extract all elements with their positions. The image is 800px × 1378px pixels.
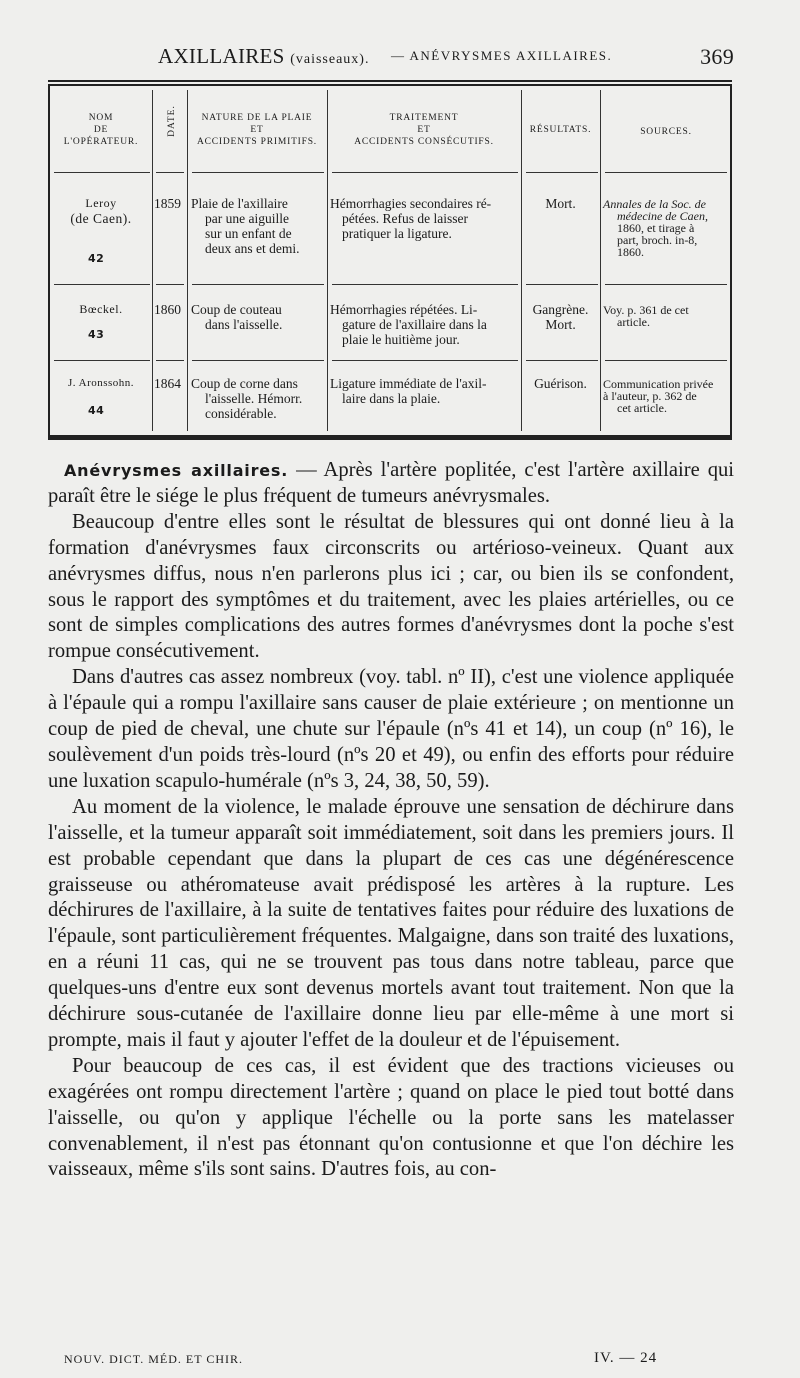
running-title-main: AXILLAIRES xyxy=(158,44,285,68)
cell-line: médecine de Caen, xyxy=(617,209,708,223)
header-results: RÉSULTATS. xyxy=(529,125,592,135)
body-text xyxy=(48,458,734,1183)
cell-line: gature de l'axillaire dans la xyxy=(342,317,487,332)
cell-line: cet article. xyxy=(617,401,667,415)
table-cell-treatment xyxy=(330,302,520,347)
row-separator xyxy=(526,360,598,361)
header-operator-line: NOM xyxy=(88,113,114,123)
row-separator xyxy=(332,360,518,361)
cell-line: pétées. Refus de laisser xyxy=(342,211,468,226)
cell-line: considérable. xyxy=(205,406,277,421)
table-cell-operator xyxy=(50,302,152,317)
cell-line: article. xyxy=(617,315,650,329)
header-treatment-line: ET xyxy=(417,125,431,135)
header-treatment-line: ACCIDENTS CONSÉCUTIFS. xyxy=(354,137,494,147)
cell-line: Hémorrhagies répétées. Li- xyxy=(330,302,478,317)
header-treatment-line: TRAITEMENT xyxy=(389,113,459,123)
table-cell-treatment xyxy=(330,376,520,406)
running-title-paren: (vaisseaux). xyxy=(290,52,370,67)
row-separator xyxy=(332,284,518,285)
header-date: DATE. xyxy=(166,105,177,137)
table-cell-date: 1864 xyxy=(154,376,181,391)
cell-line: Plaie de l'axillaire xyxy=(191,196,288,211)
column-divider xyxy=(152,90,153,431)
row-separator xyxy=(156,284,184,285)
case-number: 42 xyxy=(88,252,105,265)
paragraph-text: — Après l'artère poplitée, c'est l'artère axillaire qui paraît être le siége le plus fréquent de tumeurs anévrysmales. xyxy=(48,459,735,507)
running-subtitle: — ANÉVRYSMES AXILLAIRES. xyxy=(391,48,613,63)
cell-line: 1860. xyxy=(617,245,644,259)
table-cell-wound xyxy=(191,376,325,421)
cell-line: 1860, et tirage à xyxy=(617,221,695,235)
table-cell-wound xyxy=(191,302,325,332)
row-separator xyxy=(332,172,518,173)
cell-line: à l'auteur, p. 362 de xyxy=(603,389,697,403)
row-separator xyxy=(605,172,727,173)
cell-line: par une aiguille xyxy=(205,211,289,226)
header-operator xyxy=(50,112,152,148)
table-cell-source xyxy=(603,198,731,258)
row-separator xyxy=(156,172,184,173)
row-separator xyxy=(605,360,727,361)
cell-line: Coup de corne dans xyxy=(191,376,298,391)
footer-signature: NOUV. DICT. MÉD. ET CHIR. xyxy=(64,1352,244,1366)
cell-line: laire dans la plaie. xyxy=(342,391,441,406)
cell-line: sur un enfant de xyxy=(205,226,292,241)
row-separator xyxy=(192,360,324,361)
cell-line: part, broch. in-8, xyxy=(617,233,698,247)
cell-line: pratiquer la ligature. xyxy=(342,226,452,241)
cell-line: l'aisselle. Hémorr. xyxy=(205,391,303,406)
operator-place: (de Caen). xyxy=(70,211,132,226)
row-separator xyxy=(54,360,150,361)
table-cell-result xyxy=(521,302,600,332)
cell-line: Communication privée xyxy=(603,377,714,391)
page-number: 369 xyxy=(700,44,734,69)
table-cell-result xyxy=(521,376,600,391)
case-number: 44 xyxy=(88,404,105,417)
cell-line: Gangrène. xyxy=(532,302,589,317)
paragraph: Pour beaucoup de ces cas, il est évident que des tractions vicieuses ou exagérées ont rompu directement l'artère ; quand on place le pied tout botté dans l'aisselle, ou qu'on y applique l'échelle ou la porte sans les matelasser convenablement, il n'est pas étonnant qu'on contusionne et que l'on déchire les vaisseaux, même s'ils sont sains. D'autres fois, au con- xyxy=(48,1054,734,1181)
paragraph: Dans d'autres cas assez nombreux (voy. tabl. nº II), c'est une violence appliquée à l'épaule qui a rompu l'axillaire sans causer de plaie extérieure ; on mentionne un coup de pied de cheval, une chute sur l'épaule (nºs 41 et 14), un coup (nº 16), le soulèvement d'un poids très-lourd (nºs 20 et 49), ou enfin des efforts pour réduire une luxation scapulo-humérale (nºs 3, 24, 38, 50, 59). xyxy=(48,666,734,792)
cell-line: dans l'aisselle. xyxy=(205,317,283,332)
cell-line: Hémorrhagies secondaires ré- xyxy=(330,196,492,211)
paragraph xyxy=(48,458,734,510)
table-cell-treatment xyxy=(330,196,520,241)
cell-line: Mort. xyxy=(545,317,576,332)
table-cell-source xyxy=(603,378,731,414)
cell-line: deux ans et demi. xyxy=(205,241,300,256)
paragraph: Beaucoup d'entre elles sont le résultat de blessures qui ont donné lieu à la formation d'anévrysmes faux circonscrits ou artérioso-veineux. Quant aux anévrysmes diffus, nous n'en parlerons plus ici ; car, ou bien ils se confondent, sous le rapport des symptômes et du traitement, avec les plaies artérielles, ou ce sont de simples complications des autres formes d'anévrysmes dont la poche s'est rompue consécutivement. xyxy=(48,510,734,663)
cell-line: Voy. p. 361 de cet xyxy=(603,303,689,317)
cell-line: plaie le huitième jour. xyxy=(342,332,460,347)
row-separator xyxy=(605,284,727,285)
row-separator xyxy=(156,360,184,361)
operator-name: Leroy xyxy=(85,196,117,210)
cell-line: Annales de la Soc. de xyxy=(603,197,706,211)
operator-name: Bœckel. xyxy=(79,302,123,316)
table-cell-date: 1860 xyxy=(154,302,181,317)
cell-line: Coup de couteau xyxy=(191,302,282,317)
cell-line: Mort. xyxy=(545,196,576,211)
operator-name: J. Aronssohn. xyxy=(67,377,135,389)
table-cell-result xyxy=(521,196,600,211)
header-sources: SOURCES. xyxy=(640,127,692,137)
header-wound-line: NATURE DE LA PLAIE xyxy=(201,113,313,123)
row-separator xyxy=(192,172,324,173)
paragraph: Au moment de la violence, le malade éprouve une sensation de déchirure dans l'aisselle, et la tumeur apparaît soit immédiatement, soit dans les premiers jours. Il est probable cependant que dans la plupart de ces cas une dégénérescence graisseuse ou athéromateuse avait prédisposé les artères à la rupture. Les déchirures de l'axillaire, à la suite de tentatives faites pour réduire des luxations de l'épaule, sont particulièrement fréquentes. Malgaigne, dans son traité des luxations, en a réuni 11 cas, qui ne se trouvent pas tous dans notre tableau, parce que quelques-uns d'entre eux sont devenus mortels avant tout traitement. Non que la déchirure sous-cutanée de l'axillaire donne lieu par elle-même à une mort si prompte, mais il faut y ajouter l'effet de la douleur et de l'épuisement. xyxy=(48,795,734,1051)
row-separator xyxy=(526,284,598,285)
header-wound xyxy=(187,112,327,148)
table-cell-date: 1859 xyxy=(154,196,181,211)
row-separator xyxy=(526,172,598,173)
table-cell-operator xyxy=(50,376,152,391)
row-separator xyxy=(54,284,150,285)
section-heading: Anévrysmes axillaires. xyxy=(64,461,289,480)
row-separator xyxy=(192,284,324,285)
footer-volume: IV. — 24 xyxy=(594,1350,658,1366)
header-operator-line: L'OPÉRATEUR. xyxy=(63,137,139,147)
table-cell-operator xyxy=(50,196,152,226)
header-treatment xyxy=(327,112,521,148)
cell-line: Guérison. xyxy=(534,376,587,391)
column-divider xyxy=(600,90,601,431)
row-separator xyxy=(54,172,150,173)
header-operator-line: DE xyxy=(93,125,109,135)
table-cell-wound xyxy=(191,196,325,256)
cell-line: Ligature immédiate de l'axil- xyxy=(330,376,487,391)
header-wound-line: ET xyxy=(250,125,264,135)
cases-table xyxy=(48,84,732,440)
table-cell-source xyxy=(603,304,731,328)
running-title xyxy=(158,44,369,69)
header-wound-line: ACCIDENTS PRIMITIFS. xyxy=(197,137,317,147)
case-number: 43 xyxy=(88,328,105,341)
